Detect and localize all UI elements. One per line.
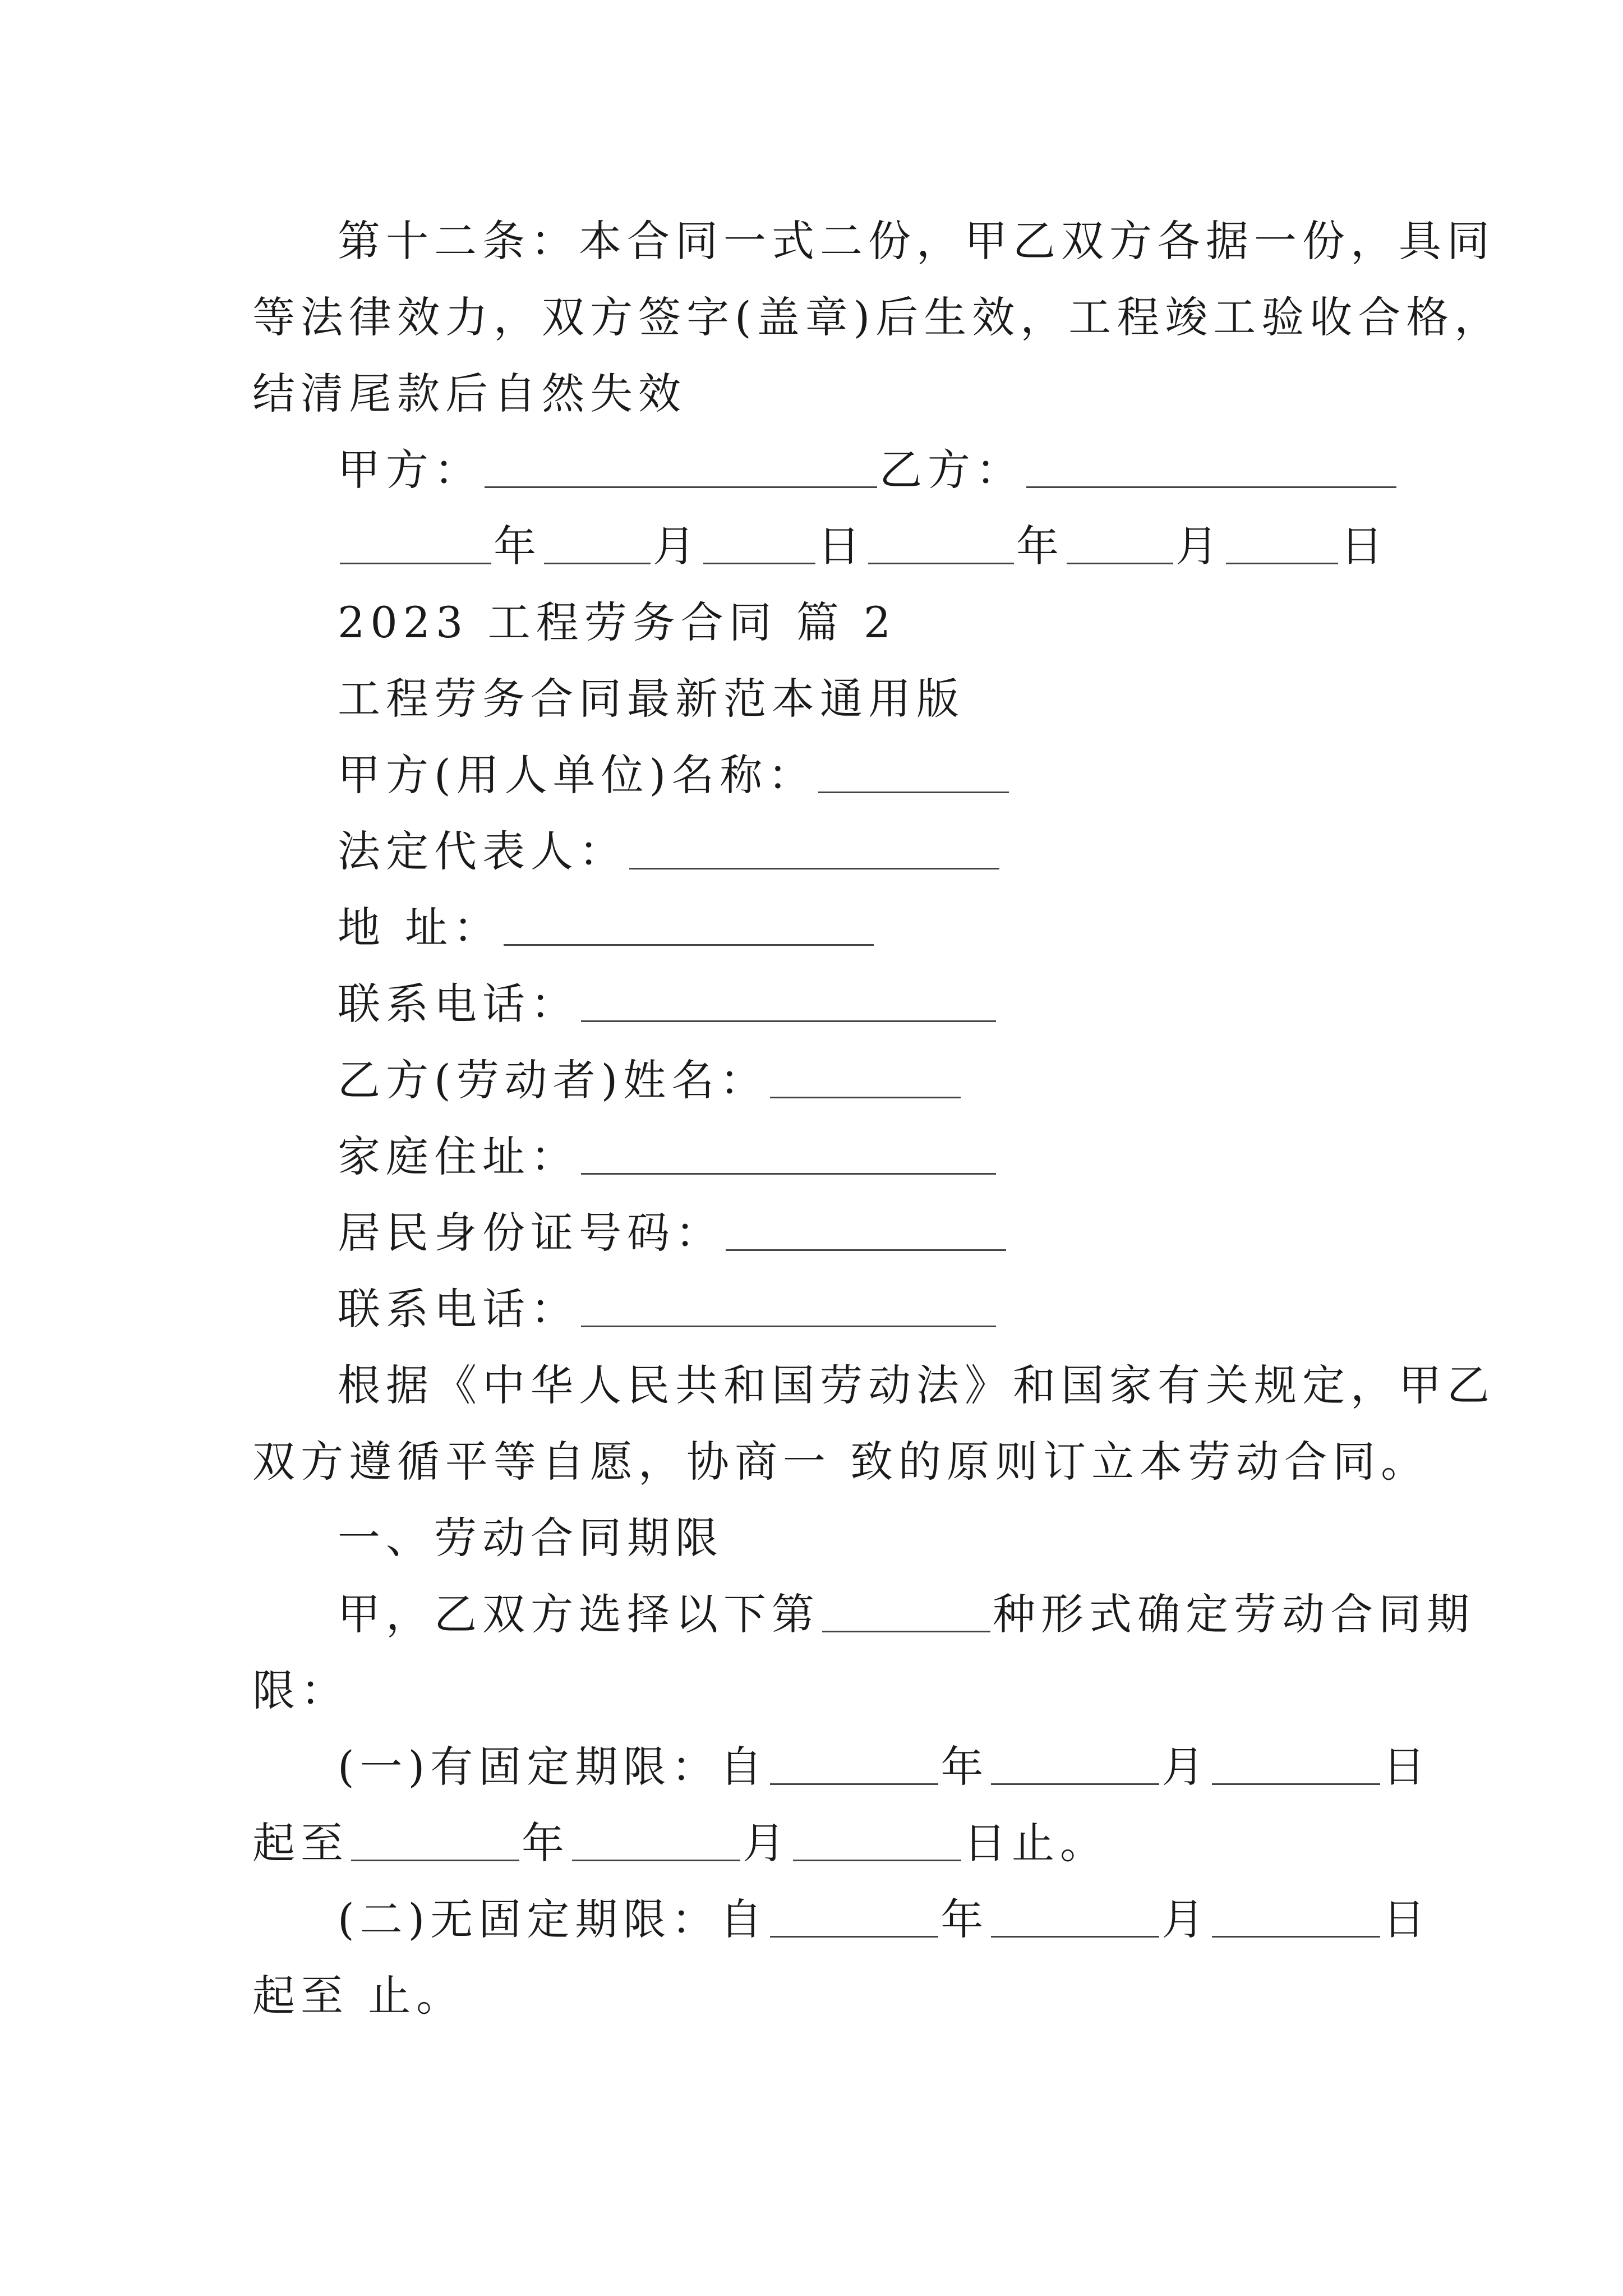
- open-term-start-month-blank[interactable]: [991, 1902, 1159, 1938]
- address-label: 地 址：: [338, 903, 502, 953]
- worker-name-blank[interactable]: [770, 1063, 961, 1098]
- legal-rep-field: [338, 826, 1002, 876]
- month-label: 月: [653, 521, 701, 571]
- id-number-label: 居民身份证号码：: [338, 1208, 723, 1258]
- phone-b-field: [338, 1284, 998, 1334]
- fixed-term-label: (一)有固定期限：自: [338, 1742, 768, 1792]
- signature-row: [338, 445, 1399, 495]
- intro-line-1: 根据《中华人民共和国劳动法》和国家有关规定，甲乙: [338, 1360, 1495, 1410]
- year-label: 年: [522, 1818, 570, 1868]
- address-blank[interactable]: [504, 910, 874, 946]
- legal-rep-blank[interactable]: [629, 834, 999, 869]
- address-field: [338, 903, 876, 953]
- home-address-field: [338, 1131, 998, 1181]
- employer-name-field: [338, 750, 1011, 800]
- phone-a-field: [338, 979, 998, 1029]
- party-b-day-blank[interactable]: [1226, 529, 1338, 564]
- phone-a-blank[interactable]: [581, 987, 996, 1022]
- open-term-start-day-blank[interactable]: [1212, 1902, 1380, 1938]
- clause-12-line-2: 等法律效力，双方签字(盖章)后生效，工程竣工验收合格，: [252, 292, 1503, 342]
- party-a-day-blank[interactable]: [703, 529, 815, 564]
- fixed-term-line-2: [252, 1818, 1108, 1868]
- day-label: 日: [1382, 1894, 1431, 1944]
- fixed-term-start-year-blank[interactable]: [770, 1750, 938, 1785]
- party-b-year-blank[interactable]: [868, 529, 1014, 564]
- fixed-term-line-1: [338, 1742, 1431, 1792]
- open-term-line-2: 起至 止。: [252, 1971, 465, 2021]
- clause-1-title: 一、劳动合同期限: [338, 1513, 723, 1563]
- fixed-term-start-day-blank[interactable]: [1212, 1750, 1380, 1785]
- clause-12-line-1: 第十二条：本合同一式二份，甲乙双方各据一份，具同: [338, 216, 1495, 266]
- phone-b-blank[interactable]: [581, 1292, 996, 1327]
- fixed-term-end-month-blank[interactable]: [572, 1826, 740, 1861]
- month-label: 月: [1161, 1894, 1210, 1944]
- clause-12-line-3: 结清尾款后自然失效: [252, 369, 686, 418]
- party-b-label: 乙方：: [879, 445, 1024, 495]
- date-row: [338, 521, 1389, 571]
- day-label: 日: [1382, 1742, 1431, 1792]
- document-subtitle: 工程劳务合同最新范本通用版: [338, 674, 965, 724]
- intro-line-2: 双方遵循平等自愿，协商一 致的原则订立本劳动合同。: [252, 1437, 1430, 1487]
- fixed-term-start-month-blank[interactable]: [991, 1750, 1159, 1785]
- day-label: 日: [818, 521, 866, 571]
- month-label: 月: [743, 1818, 791, 1868]
- party-a-blank[interactable]: [485, 453, 877, 488]
- worker-name-label: 乙方(劳动者)姓名：: [338, 1055, 768, 1105]
- worker-name-field: [338, 1055, 963, 1105]
- clause-1-text-b: 种形式确定劳动合同期: [993, 1589, 1475, 1639]
- clause-1-line-1: [338, 1589, 1475, 1639]
- id-number-field: [338, 1208, 1008, 1258]
- fixed-term-from-label: 起至: [252, 1818, 349, 1868]
- open-term-line-1: [338, 1894, 1431, 1944]
- open-term-start-year-blank[interactable]: [770, 1902, 938, 1938]
- month-label: 月: [1175, 521, 1224, 571]
- phone-b-label: 联系电话：: [338, 1284, 579, 1334]
- party-a-month-blank[interactable]: [544, 529, 651, 564]
- employer-name-blank[interactable]: [818, 758, 1009, 793]
- party-b-month-blank[interactable]: [1067, 529, 1173, 564]
- id-number-blank[interactable]: [726, 1216, 1006, 1251]
- employer-name-label: 甲方(用人单位)名称：: [338, 750, 817, 800]
- party-b-blank[interactable]: [1026, 453, 1396, 488]
- open-term-label: (二)无固定期限：自: [338, 1894, 768, 1944]
- year-label: 年: [1016, 521, 1064, 571]
- clause-1-option-blank[interactable]: [822, 1597, 990, 1632]
- home-address-label: 家庭住址：: [338, 1131, 579, 1181]
- clause-1-text-a: 甲，乙双方选择以下第: [338, 1589, 820, 1639]
- year-label: 年: [940, 1894, 989, 1944]
- party-a-year-blank[interactable]: [340, 529, 491, 564]
- legal-rep-label: 法定代表人：: [338, 826, 627, 876]
- year-label: 年: [494, 521, 542, 571]
- month-label: 月: [1161, 1742, 1210, 1792]
- phone-a-label: 联系电话：: [338, 979, 579, 1029]
- party-a-label: 甲方：: [338, 445, 482, 495]
- clause-1-line-2: 限：: [252, 1665, 349, 1715]
- fixed-term-end-day-blank[interactable]: [793, 1826, 961, 1861]
- home-address-blank[interactable]: [581, 1139, 996, 1175]
- fixed-term-end-label: 日止。: [963, 1818, 1108, 1868]
- year-label: 年: [940, 1742, 989, 1792]
- section-title: 2023 工程劳务合同 篇 2: [338, 597, 897, 647]
- fixed-term-end-year-blank[interactable]: [351, 1826, 519, 1861]
- day-label: 日: [1340, 521, 1389, 571]
